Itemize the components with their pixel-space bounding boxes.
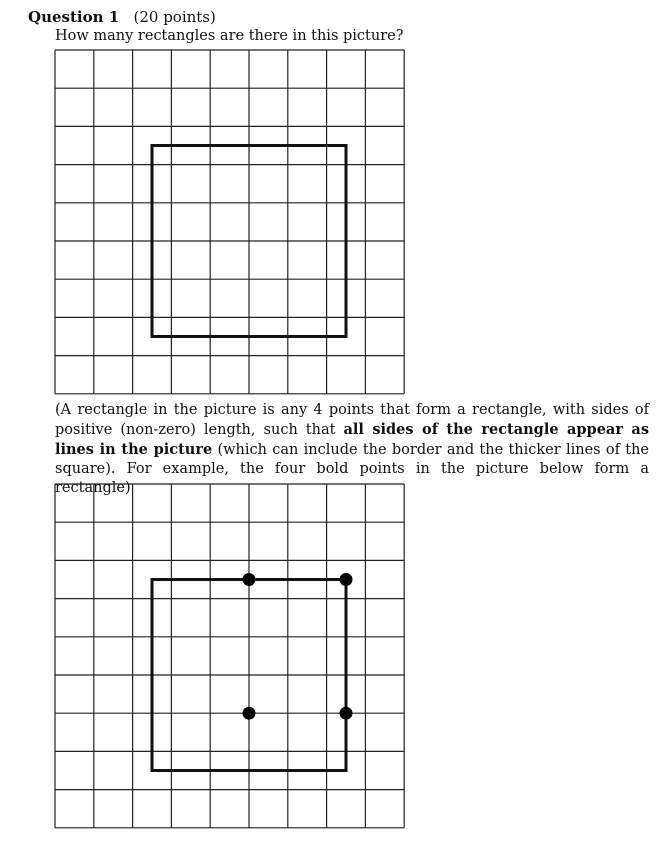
example-point: [243, 573, 256, 586]
explanation-paragraph: [55, 401, 649, 498]
question-header: [28, 8, 216, 26]
question-points: (20 points): [133, 8, 216, 26]
question-title: Question 1: [28, 8, 120, 26]
example-point: [340, 707, 353, 720]
explanation-text-2: (which can include the border and the thicker lines of the square). For example, the four bold points in the picture below form a rectangle): [55, 442, 649, 496]
example-point: [243, 707, 256, 720]
example-point: [340, 573, 353, 586]
bold-square: [152, 580, 346, 771]
bold-square: [152, 146, 346, 337]
explanation-bold-text: all sides of the rectangle appear as lines in the picture: [55, 421, 649, 458]
explanation-text-1: (A rectangle in the picture is any 4 points that form a rectangle, with sides of positive (non-zero) length, such that: [55, 402, 649, 438]
question-prompt: How many rectangles are there in this picture?: [55, 28, 404, 44]
